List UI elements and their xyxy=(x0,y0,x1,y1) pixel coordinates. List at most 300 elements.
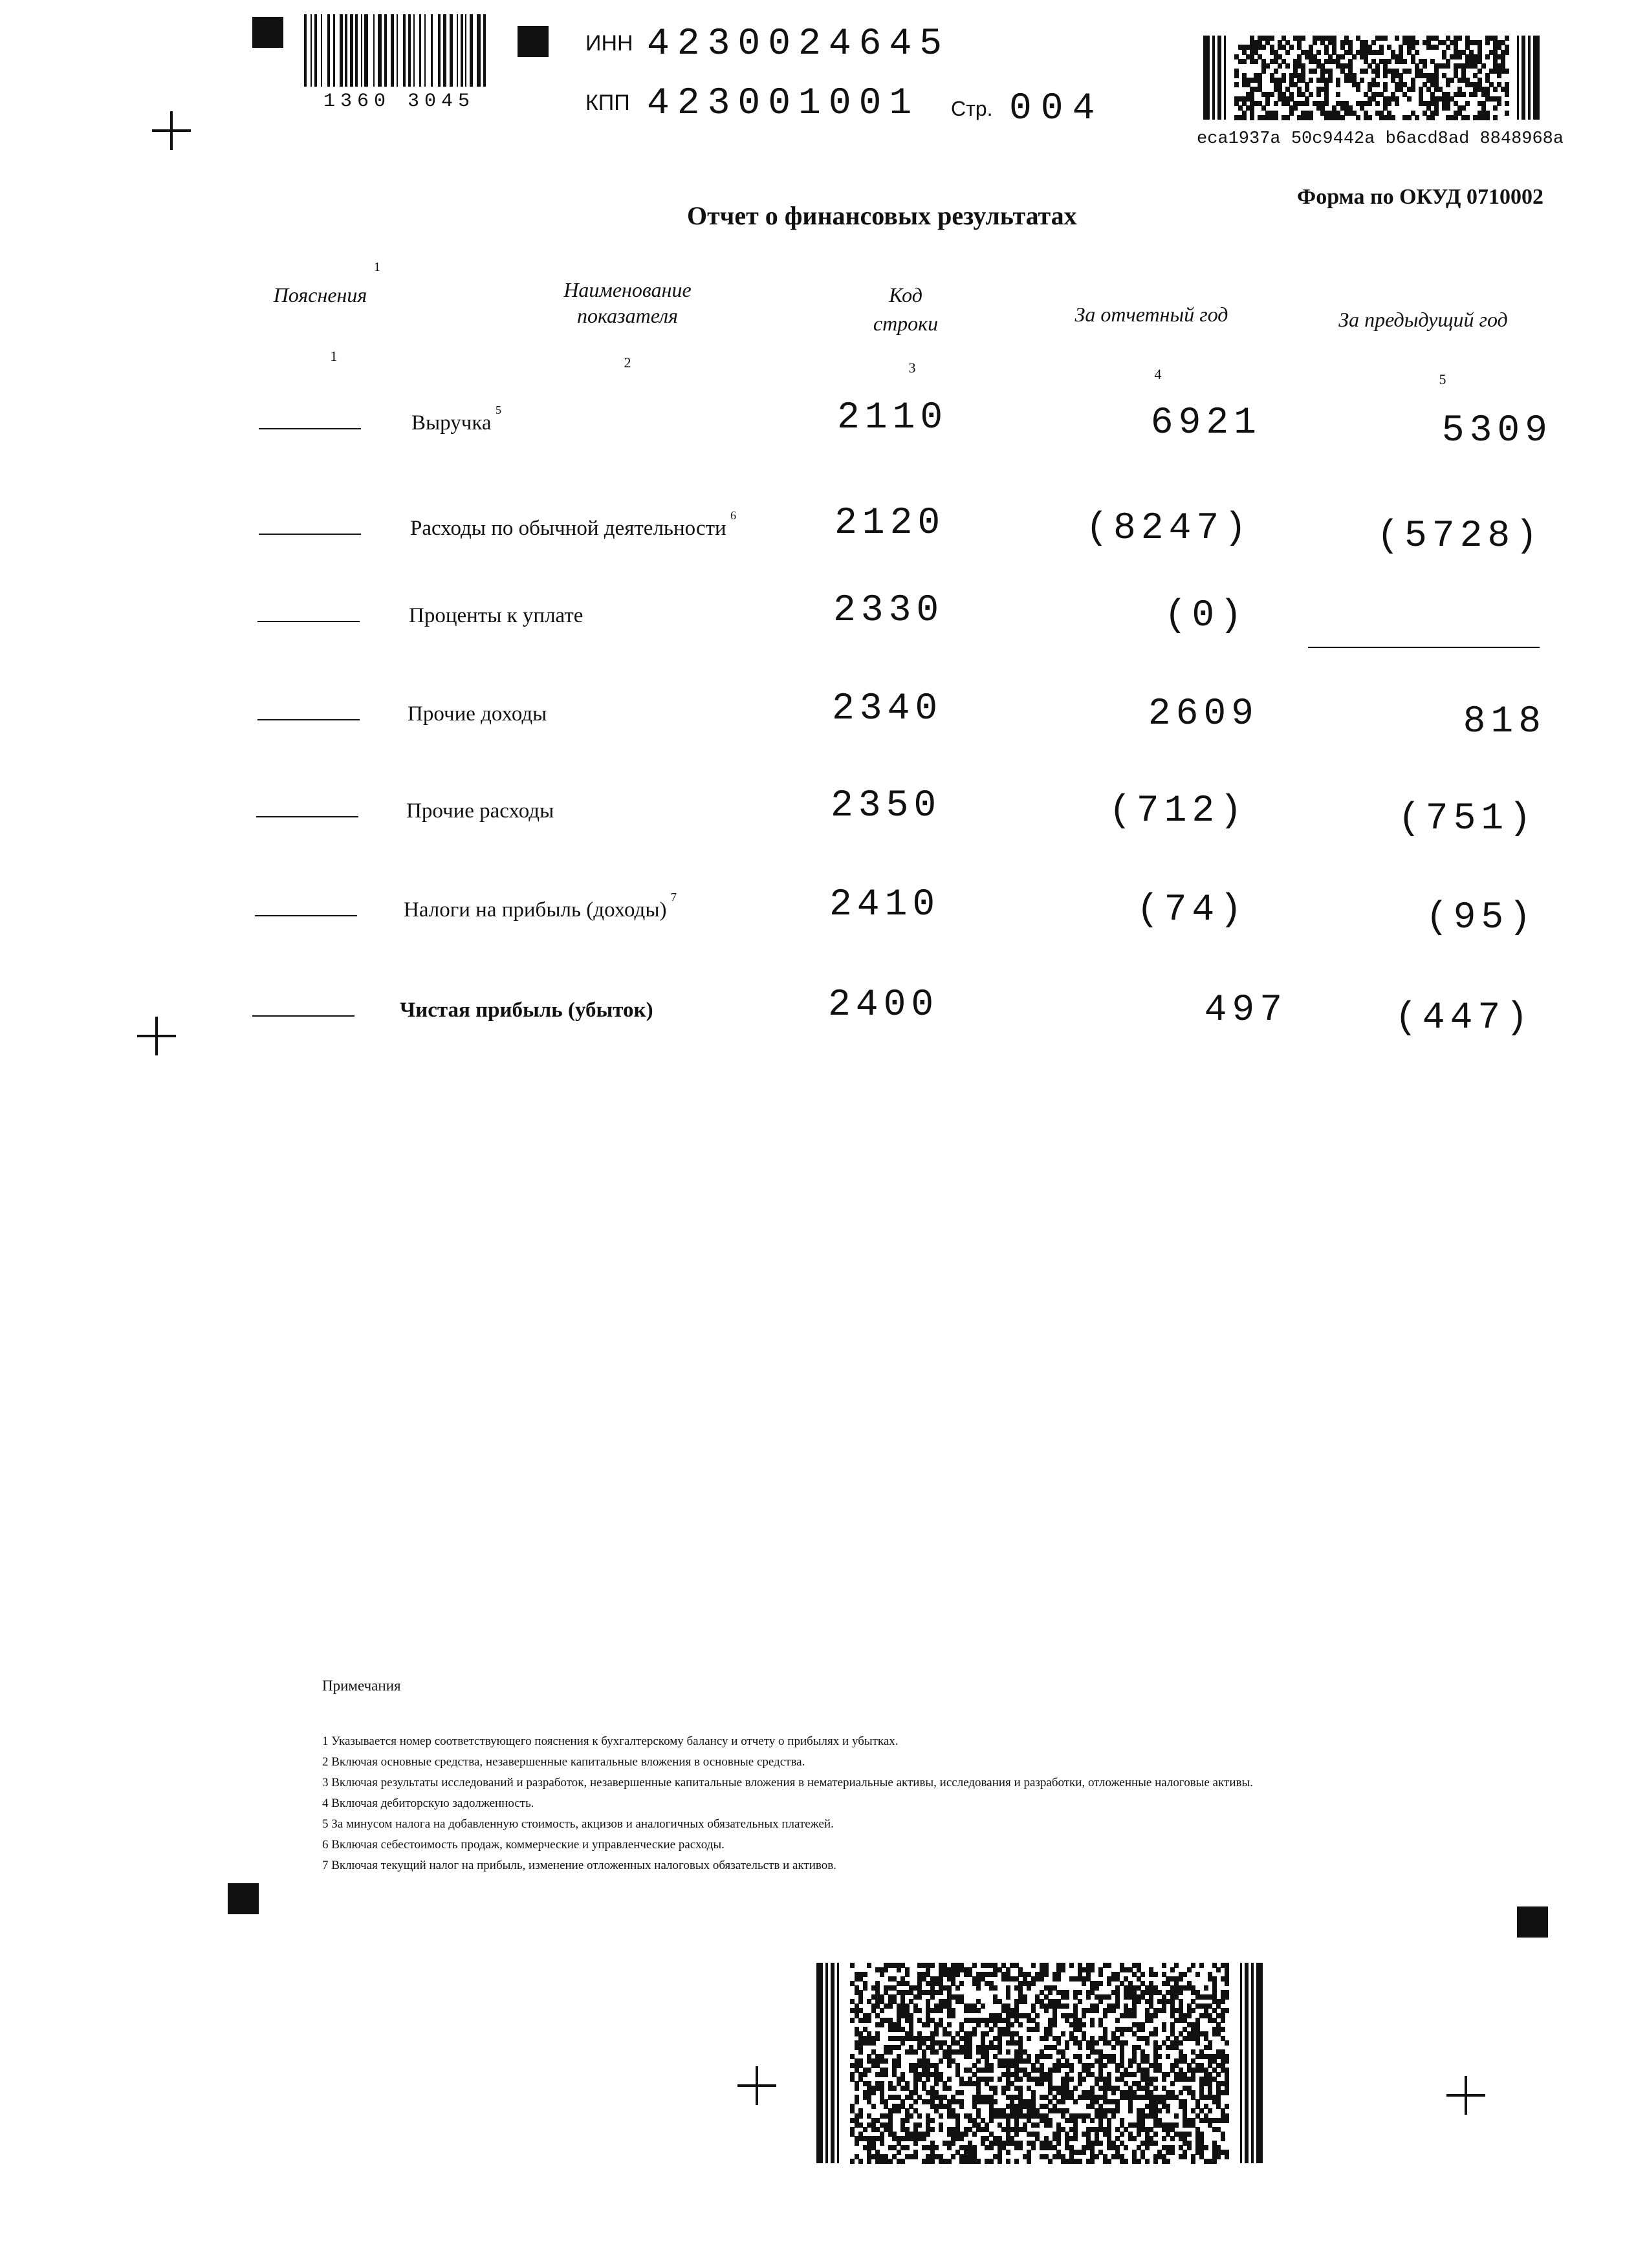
pdf417-module xyxy=(1461,92,1466,97)
pdf417-guard-bar xyxy=(1245,1963,1249,2163)
pdf417-module xyxy=(1387,101,1391,106)
pdf417-module xyxy=(884,1967,888,1972)
pdf417-module xyxy=(947,2159,952,2164)
pdf417-module xyxy=(1044,2008,1049,2013)
pdf417-module xyxy=(1457,54,1462,59)
pdf417-module xyxy=(1411,87,1415,92)
row-line-code: 2340 xyxy=(832,688,943,730)
pdf417-module xyxy=(1191,2008,1195,2013)
pdf417-module xyxy=(1115,2108,1120,2113)
pdf417-module xyxy=(1328,78,1333,83)
pdf417-guard-bar xyxy=(1251,1963,1254,2163)
row-name: Проценты к уплате xyxy=(409,604,583,627)
pdf417-module xyxy=(951,2141,955,2146)
pdf417-module xyxy=(1270,92,1274,97)
column-header-previous-year: За предыдущий год xyxy=(1338,308,1508,331)
pdf417-module xyxy=(897,2108,901,2113)
pdf417-module xyxy=(1221,2136,1225,2141)
pdf417-module xyxy=(858,2113,863,2119)
pdf417-module xyxy=(1103,2063,1107,2068)
pdf417-module xyxy=(1195,2040,1200,2046)
pdf417-module xyxy=(1006,2159,1010,2164)
barcode-bar xyxy=(403,14,406,87)
pdf417-module xyxy=(1208,2108,1212,2113)
pdf417-module xyxy=(871,2090,876,2095)
pdf417-module xyxy=(1497,73,1501,78)
note-item: 4 Включая дебиторскую задолженность. xyxy=(322,1797,534,1810)
pdf417-module xyxy=(1014,2159,1019,2164)
pdf417-module xyxy=(1293,105,1298,111)
page-value: 004 xyxy=(1009,88,1104,130)
pdf417-module xyxy=(897,2045,901,2050)
row-current-year-value: (712) xyxy=(1108,790,1247,832)
pdf417-module xyxy=(1170,2081,1175,2086)
form-code: Форма по ОКУД 0710002 xyxy=(1297,185,1543,209)
pdf417-module xyxy=(1098,1972,1103,1977)
pdf417-module xyxy=(1461,105,1466,111)
row-name: Чистая прибыль (убыток) xyxy=(400,999,653,1022)
registration-cross-bottom-left xyxy=(737,2066,776,2105)
pdf417-module xyxy=(989,2027,994,2032)
pdf417-module xyxy=(993,1985,998,1991)
pdf417-module xyxy=(1174,2122,1179,2128)
barcode-bar xyxy=(355,14,358,87)
pdf417-module xyxy=(934,2081,939,2086)
pdf417-module xyxy=(951,2154,955,2159)
pdf417-module xyxy=(1124,2145,1128,2150)
pdf417-module xyxy=(1225,1994,1229,2000)
pdf417-barcode-bottom xyxy=(816,1963,1263,2163)
row-name: Расходы по обычной деятельности xyxy=(410,517,726,540)
pdf417-module xyxy=(1375,101,1380,106)
pdf417-module xyxy=(1446,45,1450,50)
pdf417-module xyxy=(855,2086,859,2091)
pdf417-module xyxy=(1065,1994,1069,2000)
pdf417-module xyxy=(1153,2141,1158,2146)
pdf417-module xyxy=(1107,1981,1111,1986)
corner-marker-top-left xyxy=(252,17,283,48)
pdf417-module xyxy=(1153,2132,1158,2137)
pdf417-module xyxy=(1090,2022,1095,2027)
pdf417-module xyxy=(1098,1999,1103,2004)
pdf417-module xyxy=(1023,1999,1027,2004)
pdf417-module xyxy=(1157,2045,1162,2050)
pdf417-module xyxy=(926,2022,930,2027)
pdf417-module xyxy=(1395,101,1399,106)
pdf417-module xyxy=(1225,2090,1229,2095)
pdf417-module xyxy=(934,2145,939,2150)
pdf417-module xyxy=(993,2099,998,2104)
pdf417-module xyxy=(1061,2031,1065,2036)
pdf417-module xyxy=(1140,1972,1145,1977)
pdf417-module xyxy=(1250,115,1254,120)
pdf417-module xyxy=(1048,1990,1052,1995)
barcode-bar xyxy=(470,14,473,87)
pdf417-module xyxy=(1027,1985,1031,1991)
pdf417-module xyxy=(1086,1994,1091,2000)
pdf417-module xyxy=(1383,36,1388,41)
pdf417-module xyxy=(1115,2018,1120,2023)
pdf417-module xyxy=(1149,2018,1153,2023)
pdf417-module xyxy=(913,2049,918,2055)
pdf417-module xyxy=(939,1990,943,1995)
registration-cross-top-left xyxy=(152,111,191,150)
corner-marker-top-middle xyxy=(518,26,549,57)
pdf417-module xyxy=(926,2132,930,2137)
pdf417-module xyxy=(959,2090,964,2095)
barcode-bar xyxy=(373,14,375,87)
row-explanation-dash xyxy=(252,1015,354,1017)
pdf417-guard-bar xyxy=(837,1963,839,2163)
pdf417-module xyxy=(1368,101,1372,106)
pdf417-module xyxy=(1031,1981,1036,1986)
pdf417-module xyxy=(1261,45,1266,50)
pdf417-module xyxy=(976,1985,981,1991)
pdf417-module xyxy=(1153,2031,1158,2036)
pdf417-module xyxy=(939,2113,943,2119)
pdf417-module xyxy=(1065,2003,1069,2009)
pdf417-module xyxy=(1485,40,1490,45)
pdf417-module xyxy=(1221,1999,1225,2004)
pdf417-module xyxy=(1153,2086,1158,2091)
pdf417-module xyxy=(1073,2086,1078,2091)
pdf417-module xyxy=(1242,59,1247,64)
pdf417-module xyxy=(1018,2022,1023,2027)
pdf417-module xyxy=(1090,2159,1095,2164)
pdf417-module xyxy=(1078,1990,1082,1995)
pdf417-module xyxy=(867,1963,871,1968)
pdf417-module xyxy=(1371,40,1376,45)
row-previous-year-value: (751) xyxy=(1397,798,1536,840)
pdf417-module xyxy=(1493,115,1498,120)
barcode-bar xyxy=(345,14,347,87)
pdf417-module xyxy=(1014,2132,1019,2137)
pdf417-module xyxy=(1061,2099,1065,2104)
pdf417-module xyxy=(959,1981,964,1986)
pdf417-module xyxy=(1170,2150,1175,2155)
pdf417-module xyxy=(1052,2022,1057,2027)
pdf417-module xyxy=(981,2003,985,2009)
pdf417-module xyxy=(1225,2040,1229,2046)
barcode-bar xyxy=(327,14,330,87)
pdf417-module xyxy=(1095,2154,1099,2159)
pdf417-module xyxy=(976,2008,981,2013)
pdf417-module xyxy=(1336,92,1340,97)
row-line-code: 2350 xyxy=(831,785,942,827)
barcode-hash: eca1937a 50c9442a b6acd8ad 8848968a xyxy=(1197,129,1564,149)
pdf417-module xyxy=(1153,2077,1158,2082)
row-line-code: 2400 xyxy=(828,984,939,1026)
row-line-code: 2110 xyxy=(837,397,948,439)
pdf417-module xyxy=(1446,105,1450,111)
pdf417-module xyxy=(1162,1963,1166,1968)
pdf417-module xyxy=(1111,2113,1116,2119)
column-number-3: 3 xyxy=(908,360,916,376)
pdf417-module xyxy=(1356,115,1360,120)
pdf417-module xyxy=(1375,82,1380,87)
page-title: Отчет о финансовых результатах xyxy=(687,201,1077,230)
pdf417-guard-bar xyxy=(1203,36,1210,120)
pdf417-module xyxy=(905,2145,910,2150)
row-previous-year-value: (95) xyxy=(1425,897,1536,939)
pdf417-guard-bar xyxy=(831,1963,834,2163)
pdf417-module xyxy=(1225,2058,1229,2064)
pdf417-module xyxy=(1242,115,1247,120)
pdf417-module xyxy=(1111,2090,1116,2095)
barcode-bar xyxy=(333,14,335,87)
pdf417-module xyxy=(1090,2063,1095,2068)
row-line-code: 2330 xyxy=(833,590,944,632)
pdf417-module xyxy=(1204,2145,1208,2150)
pdf417-module xyxy=(1090,2118,1095,2123)
column-number-2: 2 xyxy=(624,354,631,371)
pdf417-module xyxy=(1107,1963,1111,1968)
pdf417-module xyxy=(1446,63,1450,69)
pdf417-module xyxy=(1132,2013,1137,2018)
barcode-bar xyxy=(443,14,446,87)
pdf417-module xyxy=(1073,2099,1078,2104)
row-explanation-dash xyxy=(257,719,360,720)
pdf417-module xyxy=(884,2072,888,2077)
pdf417-module xyxy=(1162,2077,1166,2082)
pdf417-module xyxy=(968,2054,972,2059)
barcode-bar xyxy=(465,14,466,87)
pdf417-module xyxy=(1095,2008,1099,2013)
pdf417-module xyxy=(1234,82,1239,87)
pdf417-module xyxy=(1132,2072,1137,2077)
pdf417-module xyxy=(1493,105,1498,111)
pdf417-module xyxy=(1204,1985,1208,1991)
pdf417-module xyxy=(1199,1963,1204,1968)
pdf417-guard-bar xyxy=(1533,36,1540,120)
pdf417-module xyxy=(1191,2077,1195,2082)
pdf417-module xyxy=(1170,1967,1175,1972)
column-header-explanations xyxy=(246,283,395,307)
pdf417-module xyxy=(1166,2159,1170,2164)
pdf417-module xyxy=(1285,50,1290,55)
row-name: Прочие доходы xyxy=(408,702,547,726)
pdf417-module xyxy=(1044,1972,1049,1977)
barcode-bar xyxy=(438,14,441,87)
pdf417-module xyxy=(1183,1972,1187,1977)
kpp-label: КПП xyxy=(585,91,630,115)
pdf417-module xyxy=(1324,101,1329,106)
pdf417-module xyxy=(855,2099,859,2104)
pdf417-module xyxy=(1153,2013,1158,2018)
pdf417-module xyxy=(959,2104,964,2109)
pdf417-module xyxy=(1254,59,1258,64)
pdf417-module xyxy=(1056,2141,1061,2146)
pdf417-module xyxy=(1305,101,1309,106)
column-header-explanations-sup: 1 xyxy=(374,260,380,274)
row-previous-year-value: 818 xyxy=(1463,701,1546,743)
row-previous-year-value: (5728) xyxy=(1377,515,1543,557)
pdf417-module xyxy=(917,2122,922,2128)
pdf417-module xyxy=(998,2049,1002,2055)
pdf417-module xyxy=(1505,50,1509,55)
pdf417-module xyxy=(850,1963,855,1968)
barcode-bar xyxy=(461,14,463,87)
pdf417-module xyxy=(884,2058,888,2064)
pdf417-module xyxy=(1128,2063,1133,2068)
pdf417-module xyxy=(1313,40,1317,45)
pdf417-module xyxy=(1216,1967,1221,1972)
column-number-5: 5 xyxy=(1439,371,1446,387)
pdf417-guard-bar xyxy=(1256,1963,1263,2163)
pdf417-module xyxy=(1216,2072,1221,2077)
pdf417-module xyxy=(1078,1999,1082,2004)
pdf417-module xyxy=(1187,2145,1192,2150)
pdf417-guard-bar xyxy=(825,1963,828,2163)
pdf417-module xyxy=(1352,54,1357,59)
pdf417-module xyxy=(1434,45,1439,50)
pdf417-module xyxy=(939,2008,943,2013)
row-footnote-ref: 5 xyxy=(496,404,501,416)
barcode-bar xyxy=(361,14,362,87)
pdf417-module xyxy=(989,2159,994,2164)
corner-marker-bottom-left xyxy=(228,1883,259,1914)
row-footnote-ref: 7 xyxy=(671,891,677,903)
pdf417-module xyxy=(1082,2077,1086,2082)
pdf417-module xyxy=(1407,96,1412,102)
pdf417-module xyxy=(1044,2036,1049,2041)
barcode-bar xyxy=(450,14,453,87)
pdf417-module xyxy=(875,2036,880,2041)
notes-list xyxy=(322,1733,1364,1878)
pdf417-module xyxy=(964,2132,968,2137)
pdf417-module xyxy=(926,2077,930,2082)
pdf417-module xyxy=(1174,1963,1179,1968)
barcode-bar xyxy=(340,14,343,87)
pdf417-module xyxy=(1395,36,1399,41)
pdf417-module xyxy=(1107,1994,1111,2000)
pdf417-module xyxy=(1446,82,1450,87)
barcode-bar xyxy=(408,14,411,87)
note-item: 5 За минусом налога на добавленную стоимость, акцизов и аналогичных обязательных платежей. xyxy=(322,1817,834,1831)
barcode-bar xyxy=(413,14,415,87)
pdf417-module xyxy=(1387,59,1391,64)
pdf417-module xyxy=(993,2090,998,2095)
pdf417-guard-bar xyxy=(1517,36,1519,120)
pdf417-module xyxy=(1465,115,1470,120)
pdf417-module xyxy=(972,2132,977,2137)
pdf417-module xyxy=(1137,2132,1141,2137)
pdf417-module xyxy=(1035,2013,1040,2018)
pdf417-module xyxy=(897,1967,901,1972)
pdf417-module xyxy=(1040,2081,1044,2086)
pdf417-module xyxy=(917,2113,922,2119)
pdf417-module xyxy=(1465,101,1470,106)
pdf417-module xyxy=(934,2049,939,2055)
pdf417-module xyxy=(1035,2027,1040,2032)
pdf417-module xyxy=(1124,2159,1128,2164)
pdf417-module xyxy=(1225,2008,1229,2013)
pdf417-module xyxy=(1274,69,1278,74)
pdf417-module xyxy=(1208,2045,1212,2050)
pdf417-module xyxy=(1356,87,1360,92)
pdf417-module xyxy=(1145,2159,1150,2164)
pdf417-module xyxy=(1497,101,1501,106)
barcode-bar xyxy=(483,14,486,87)
pdf417-module xyxy=(1103,2013,1107,2018)
row-current-year-value: (74) xyxy=(1136,889,1247,931)
pdf417-module xyxy=(863,1985,867,1991)
pdf417-module xyxy=(1485,115,1490,120)
pdf417-module xyxy=(1234,73,1239,78)
pdf417-module xyxy=(917,2008,922,2013)
pdf417-module xyxy=(913,2154,918,2159)
pdf417-module xyxy=(888,2003,893,2009)
pdf417-module xyxy=(1340,54,1345,59)
pdf417-module xyxy=(1473,92,1478,97)
pdf417-module xyxy=(1478,69,1482,74)
pdf417-guard-bar xyxy=(1217,36,1221,120)
pdf417-module xyxy=(939,2127,943,2132)
row-name: Выручка xyxy=(411,411,492,435)
row-line-code: 2120 xyxy=(834,502,946,545)
barcode-bar xyxy=(457,14,458,87)
barcode-bar xyxy=(314,14,317,87)
column-header-current-year: За отчетный год xyxy=(1074,303,1228,326)
pdf417-module xyxy=(1415,115,1419,120)
pdf417-module xyxy=(998,2077,1002,2082)
pdf417-module xyxy=(1289,111,1294,116)
pdf417-module xyxy=(1107,2159,1111,2164)
column-header-line-code: Код строки xyxy=(873,283,939,335)
pdf417-module xyxy=(1485,54,1490,59)
pdf417-module xyxy=(1379,50,1384,55)
row-current-year-value: (8247) xyxy=(1085,508,1252,550)
pdf417-module xyxy=(1166,2108,1170,2113)
pdf417-module xyxy=(1040,1976,1044,1982)
pdf417-module xyxy=(1031,1963,1036,1968)
pdf417-module xyxy=(909,2113,913,2119)
pdf417-module xyxy=(1137,1999,1141,2004)
pdf417-module xyxy=(1124,2040,1128,2046)
registration-cross-middle-left xyxy=(137,1017,176,1055)
pdf417-module xyxy=(858,2159,863,2164)
pdf417-module xyxy=(939,2058,943,2064)
pdf417-module xyxy=(1006,2049,1010,2055)
pdf417-module xyxy=(1082,2013,1086,2018)
inn-value: 4230024645 xyxy=(647,23,950,65)
pdf417-guard-bar xyxy=(1240,1963,1242,2163)
pdf417-module xyxy=(947,2063,952,2068)
pdf417-module xyxy=(1278,63,1282,69)
pdf417-module xyxy=(1010,2022,1014,2027)
pdf417-module xyxy=(1157,2054,1162,2059)
pdf417-module xyxy=(1027,2036,1031,2041)
pdf417-module xyxy=(934,2031,939,2036)
row-explanation-dash xyxy=(256,816,358,817)
pdf417-module xyxy=(1183,2154,1187,2159)
pdf417-module xyxy=(1225,2154,1229,2159)
pdf417-module xyxy=(892,2086,897,2091)
pdf417-module xyxy=(1434,111,1439,116)
pdf417-module xyxy=(1140,2027,1145,2032)
pdf417-module xyxy=(1265,101,1270,106)
pdf417-guard-bar xyxy=(1521,36,1525,120)
pdf417-module xyxy=(1035,2122,1040,2128)
pdf417-module xyxy=(1069,1963,1074,1968)
pdf417-module xyxy=(888,2049,893,2055)
pdf417-module xyxy=(1078,2045,1082,2050)
pdf417-guard-bar xyxy=(1528,36,1531,120)
pdf417-module xyxy=(1162,2136,1166,2141)
pdf417-module xyxy=(1316,50,1321,55)
pdf417-module xyxy=(1170,2136,1175,2141)
row-previous-year-value: 5309 xyxy=(1441,410,1553,452)
